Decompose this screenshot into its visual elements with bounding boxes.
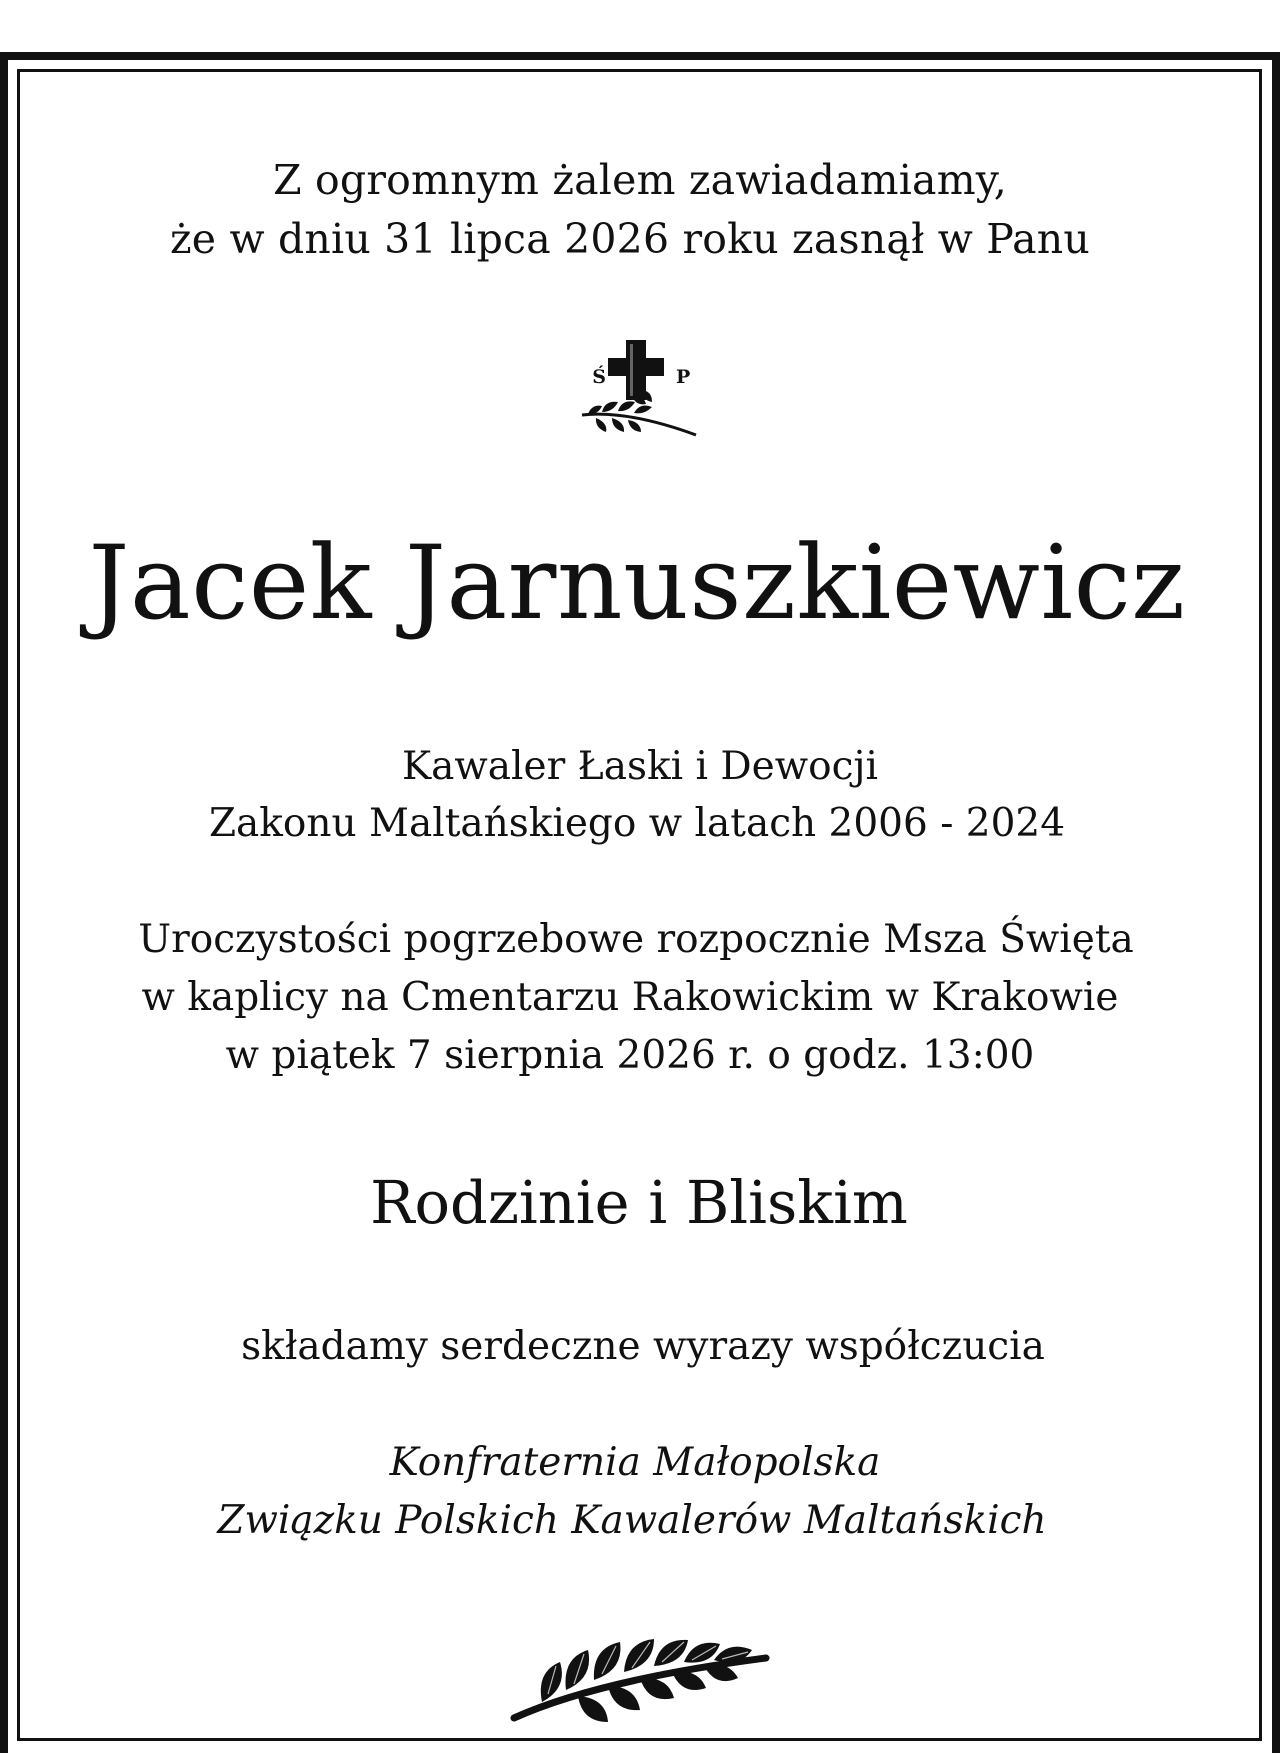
emblem-letter-right: P xyxy=(676,366,691,388)
signature-line-2: Związku Polskich Kawalerów Maltańskich xyxy=(217,1498,1047,1543)
condolence-text: składamy serdeczne wyrazy współczucia xyxy=(241,1324,1045,1369)
cross-with-branch-icon xyxy=(578,340,704,446)
honor-line-2: Zakonu Maltańskiego w latach 2006 - 2024 xyxy=(208,801,1066,846)
ceremony-line-3: w piątek 7 sierpnia 2026 r. o godz. 13:00 xyxy=(225,1033,1035,1078)
intro-line-2: że w dniu 31 lipca 2026 roku zasnął w Panu xyxy=(169,215,1091,263)
deceased-name: Jacek Jarnuszkiewicz xyxy=(88,524,1186,643)
ceremony-line-1: Uroczystości pogrzebowe rozpocznie Msza Święta xyxy=(138,917,1134,962)
laurel-branch-icon xyxy=(508,1610,772,1725)
ceremony-line-2: w kaplicy na Cmentarzu Rakowickim w Krakowie xyxy=(141,975,1119,1020)
honor-line-1: Kawaler Łaski i Dewocji xyxy=(402,744,878,789)
family-heading: Rodzinie i Bliskim xyxy=(370,1168,908,1237)
signature-line-1: Konfraternia Małopolska xyxy=(389,1440,881,1485)
intro-line-1: Z ogromnym żalem zawiadamiamy, xyxy=(273,156,1007,204)
emblem-letter-left: Ś xyxy=(592,366,606,388)
